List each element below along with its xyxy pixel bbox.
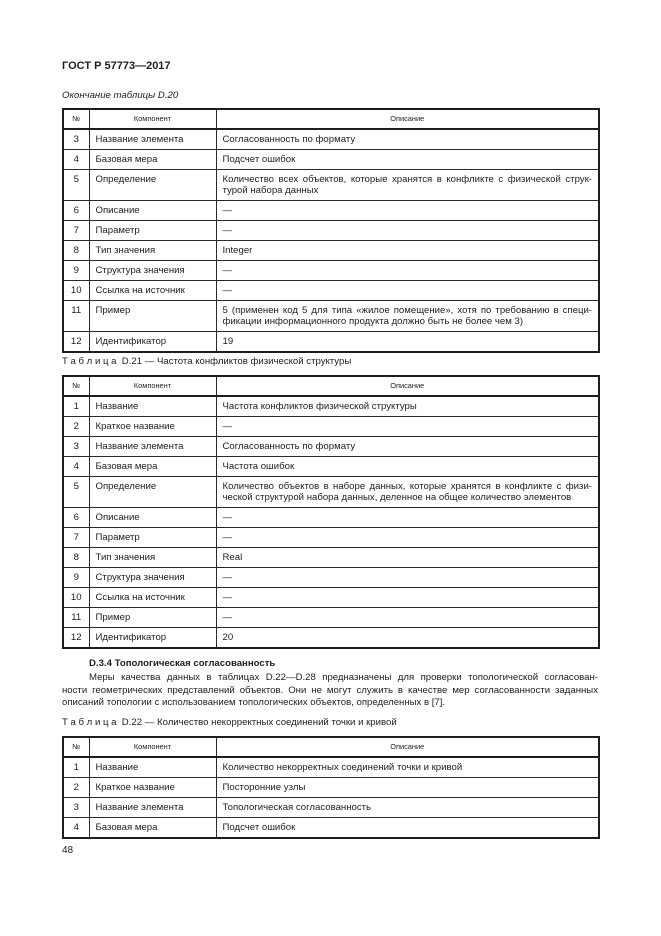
- description-cell: [216, 170, 599, 201]
- table-row: [63, 170, 599, 201]
- description-cell: [216, 332, 599, 353]
- description-line: Посторонние узлы: [222, 782, 306, 793]
- row-number-cell: 9: [63, 261, 89, 281]
- component-cell: Базовая мера: [89, 457, 216, 477]
- table-row: [63, 150, 599, 170]
- row-number-cell: 1: [63, 757, 89, 778]
- row-number-cell: 9: [63, 568, 89, 588]
- description-cell: [216, 301, 599, 332]
- row-number-cell: 4: [63, 457, 89, 477]
- description-cell: [216, 477, 599, 508]
- data-table: [62, 108, 600, 353]
- section-heading: D.3.4 Топологическая согласованность: [89, 658, 276, 669]
- column-header-number: №: [63, 737, 89, 757]
- description-line: Количество объектов в наборе данных, которые хранятся в конфликте с физи-: [222, 481, 592, 492]
- row-number-cell: 4: [63, 150, 89, 170]
- description-line: Согласованность по формату: [222, 441, 356, 452]
- description-line: —: [222, 285, 233, 296]
- component-cell: Определение: [89, 477, 216, 508]
- component-cell: Идентификатор: [89, 628, 216, 649]
- description-cell: [216, 818, 599, 839]
- paragraph-line: ности геометрических представлений объектов. Они не могут служить в качестве мер согласованности заданных: [62, 684, 598, 696]
- row-number-cell: 2: [63, 417, 89, 437]
- table-row: [63, 528, 599, 548]
- table-row: [63, 548, 599, 568]
- component-cell: Параметр: [89, 528, 216, 548]
- table-row: [63, 241, 599, 261]
- component-cell: Ссылка на источник: [89, 281, 216, 301]
- description-line: турой набора данных: [222, 185, 319, 196]
- table-row: [63, 396, 599, 417]
- column-header-component: Компонент: [89, 376, 216, 396]
- row-number-cell: 3: [63, 437, 89, 457]
- table-row: [63, 437, 599, 457]
- row-number-cell: 10: [63, 281, 89, 301]
- paragraph-line: описаний топологии с использованием топологических объектов, определенных в [7].: [62, 697, 446, 708]
- data-table: [62, 736, 600, 839]
- component-cell: Описание: [89, 508, 216, 528]
- description-cell: [216, 221, 599, 241]
- description-cell: [216, 281, 599, 301]
- description-line: Количество всех объектов, которые хранятся в конфликте с физической струк-: [222, 174, 592, 185]
- table-caption: Окончание таблицы D.20: [62, 90, 179, 101]
- description-cell: [216, 417, 599, 437]
- column-header-description: Описание: [216, 109, 599, 129]
- description-line: Подсчет ошибок: [222, 822, 296, 833]
- description-cell: [216, 798, 599, 818]
- table-row: [63, 798, 599, 818]
- description-cell: [216, 129, 599, 150]
- description-line: —: [222, 265, 233, 276]
- body-paragraph: [62, 672, 598, 710]
- row-number-cell: 3: [63, 129, 89, 150]
- description-cell: [216, 588, 599, 608]
- description-line: Integer: [222, 245, 253, 256]
- row-number-cell: 3: [63, 798, 89, 818]
- description-line: 19: [222, 336, 234, 347]
- document-code-header: ГОСТ Р 57773—2017: [62, 60, 171, 72]
- row-number-cell: 8: [63, 241, 89, 261]
- row-number-cell: 12: [63, 628, 89, 649]
- description-cell: [216, 201, 599, 221]
- column-header-description: Описание: [216, 376, 599, 396]
- row-number-cell: 12: [63, 332, 89, 353]
- description-line: —: [222, 592, 233, 603]
- table-row: [63, 608, 599, 628]
- data-table: [62, 375, 600, 649]
- component-cell: Пример: [89, 608, 216, 628]
- description-line: Real: [222, 552, 243, 563]
- table-row: [63, 332, 599, 353]
- table-row: [63, 818, 599, 839]
- table-row: [63, 417, 599, 437]
- column-header-number: №: [63, 109, 89, 129]
- component-cell: Название элемента: [89, 129, 216, 150]
- table-row: [63, 281, 599, 301]
- row-number-cell: 7: [63, 221, 89, 241]
- table-row: [63, 457, 599, 477]
- row-number-cell: 10: [63, 588, 89, 608]
- description-cell: [216, 628, 599, 649]
- component-cell: Краткое название: [89, 778, 216, 798]
- description-line: —: [222, 532, 233, 543]
- description-cell: [216, 608, 599, 628]
- description-line: Частота конфликтов физической структуры: [222, 401, 417, 412]
- component-cell: Параметр: [89, 221, 216, 241]
- description-line: ческой структурой набора данных, деленное на общее количество элементов: [222, 492, 572, 503]
- table-row: [63, 628, 599, 649]
- component-cell: Тип значения: [89, 241, 216, 261]
- description-cell: [216, 778, 599, 798]
- description-line: —: [222, 225, 233, 236]
- description-cell: [216, 548, 599, 568]
- component-cell: Базовая мера: [89, 150, 216, 170]
- component-cell: Название элемента: [89, 798, 216, 818]
- description-cell: [216, 241, 599, 261]
- description-line: —: [222, 572, 233, 583]
- description-line: Подсчет ошибок: [222, 154, 296, 165]
- description-cell: [216, 150, 599, 170]
- row-number-cell: 5: [63, 170, 89, 201]
- table-row: [63, 778, 599, 798]
- table-header-row: [63, 737, 599, 757]
- component-cell: Название: [89, 757, 216, 778]
- component-cell: Определение: [89, 170, 216, 201]
- table-caption: Т а б л и ц а D.22 — Количество некорректных соединений точки и кривой: [62, 717, 397, 728]
- description-cell: [216, 528, 599, 548]
- table-header-row: [63, 376, 599, 396]
- page-number: 48: [62, 845, 74, 856]
- component-cell: Пример: [89, 301, 216, 332]
- description-line: Топологическая согласованность: [222, 802, 372, 813]
- description-cell: [216, 568, 599, 588]
- description-cell: [216, 261, 599, 281]
- table-row: [63, 508, 599, 528]
- description-line: —: [222, 421, 233, 432]
- description-cell: [216, 396, 599, 417]
- row-number-cell: 8: [63, 548, 89, 568]
- column-header-component: Компонент: [89, 737, 216, 757]
- table-row: [63, 588, 599, 608]
- table-row: [63, 477, 599, 508]
- table-row: [63, 301, 599, 332]
- row-number-cell: 6: [63, 508, 89, 528]
- row-number-cell: 11: [63, 608, 89, 628]
- row-number-cell: 2: [63, 778, 89, 798]
- component-cell: Структура значения: [89, 568, 216, 588]
- row-number-cell: 1: [63, 396, 89, 417]
- table-row: [63, 201, 599, 221]
- component-cell: Ссылка на источник: [89, 588, 216, 608]
- description-line: 5 (применен код 5 для типа «жилое помещение», хотя по требованию в специ-: [222, 305, 592, 316]
- component-cell: Краткое название: [89, 417, 216, 437]
- table-header-row: [63, 109, 599, 129]
- paragraph-line: Меры качества данных в таблицах D.22—D.28 предназначены для проверки топологической согласован-: [89, 672, 598, 683]
- row-number-cell: 4: [63, 818, 89, 839]
- table-row: [63, 221, 599, 241]
- row-number-cell: 11: [63, 301, 89, 332]
- description-cell: [216, 437, 599, 457]
- table-row: [63, 129, 599, 150]
- component-cell: Название элемента: [89, 437, 216, 457]
- table-row: [63, 261, 599, 281]
- description-cell: [216, 508, 599, 528]
- row-number-cell: 6: [63, 201, 89, 221]
- component-cell: Идентификатор: [89, 332, 216, 353]
- description-cell: [216, 757, 599, 778]
- description-line: Количество некорректных соединений точки и кривой: [222, 762, 463, 773]
- component-cell: Структура значения: [89, 261, 216, 281]
- column-header-component: Компонент: [89, 109, 216, 129]
- table-row: [63, 757, 599, 778]
- component-cell: Название: [89, 396, 216, 417]
- description-line: Согласованность по формату: [222, 134, 356, 145]
- description-line: —: [222, 205, 233, 216]
- description-line: —: [222, 612, 233, 623]
- description-line: —: [222, 512, 233, 523]
- component-cell: Базовая мера: [89, 818, 216, 839]
- description-cell: [216, 457, 599, 477]
- description-line: Частота ошибок: [222, 461, 295, 472]
- row-number-cell: 5: [63, 477, 89, 508]
- description-line: 20: [222, 632, 234, 643]
- table-caption: Т а б л и ц а D.21 — Частота конфликтов физической структуры: [62, 356, 352, 367]
- row-number-cell: 7: [63, 528, 89, 548]
- column-header-number: №: [63, 376, 89, 396]
- description-line: фикации информационного продукта должно быть не более чем 3): [222, 316, 524, 327]
- component-cell: Описание: [89, 201, 216, 221]
- table-row: [63, 568, 599, 588]
- column-header-description: Описание: [216, 737, 599, 757]
- component-cell: Тип значения: [89, 548, 216, 568]
